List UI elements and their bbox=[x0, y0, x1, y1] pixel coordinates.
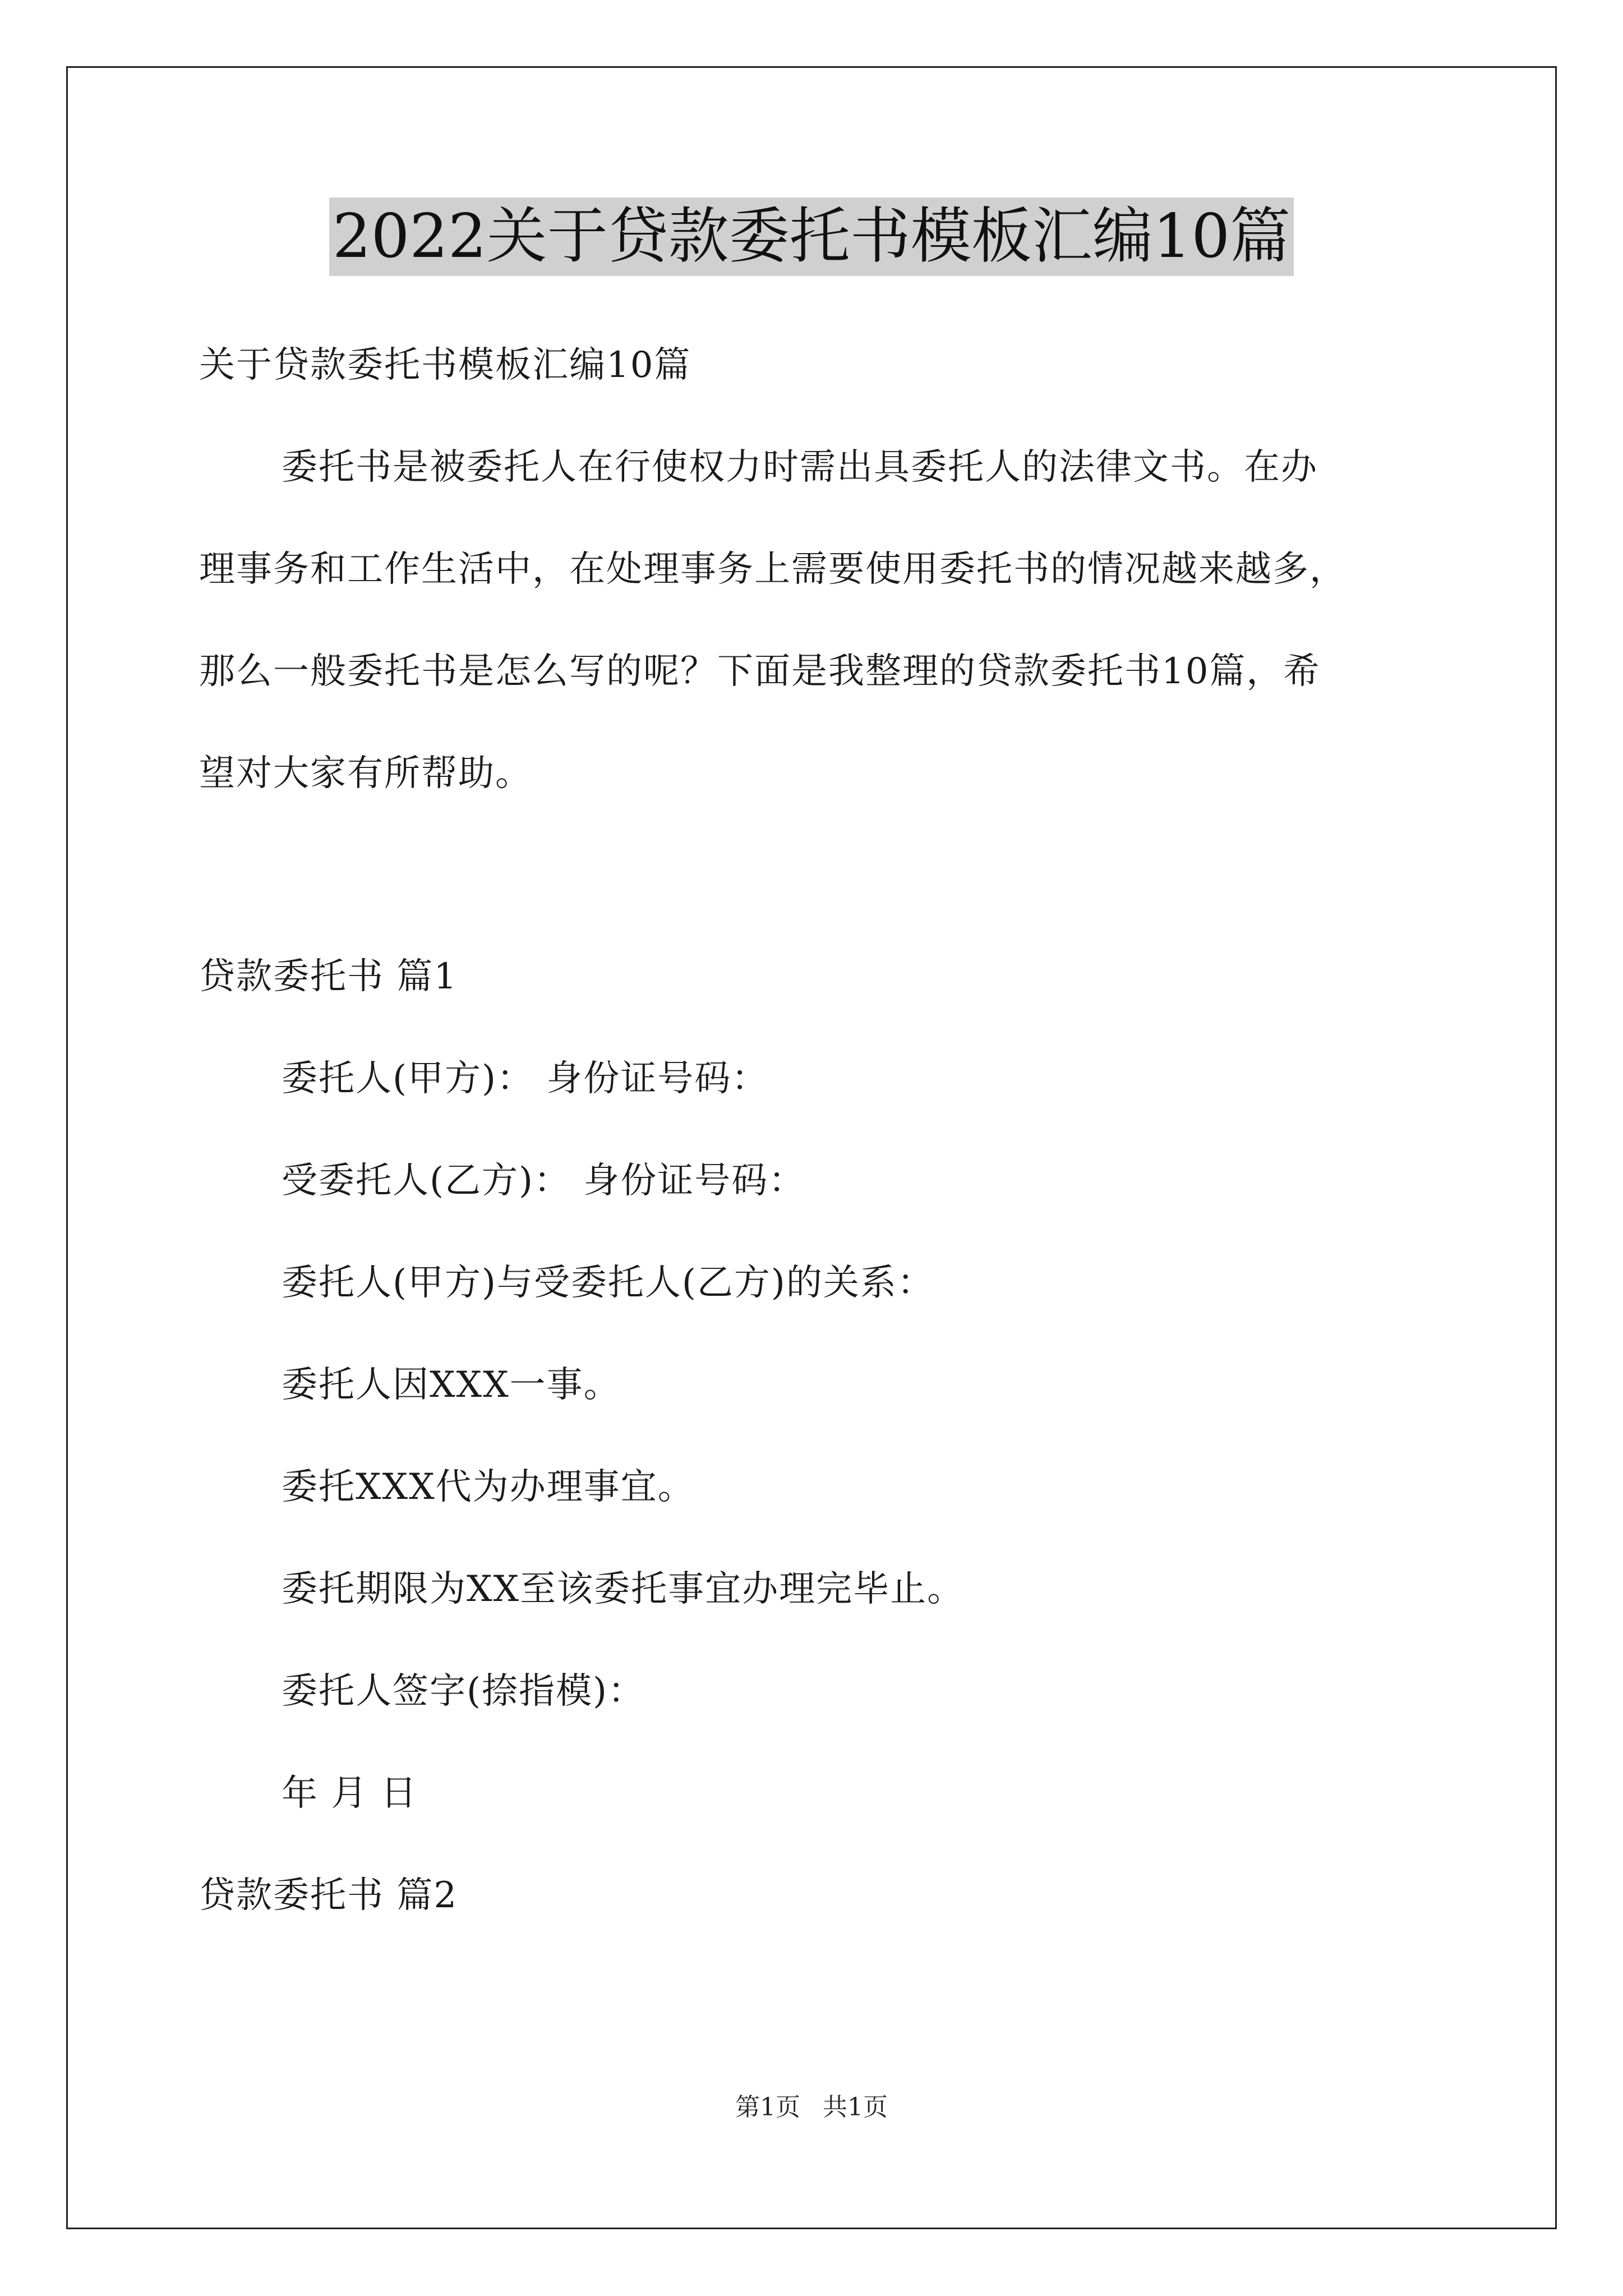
title-container bbox=[0, 197, 1623, 276]
form-line-signature: 委托人签字(捺指模)： bbox=[282, 1671, 645, 1712]
form-line-matter: 委托人因XXX一事。 bbox=[282, 1364, 621, 1406]
intro-line: 望对大家有所帮助。 bbox=[199, 753, 532, 794]
intro-line: 理事务和工作生活中，在处理事务上需要使用委托书的情况越来越多， bbox=[199, 549, 1347, 590]
document-title: 2022关于贷款委托书模板汇编10篇 bbox=[329, 197, 1294, 276]
form-line-agent: 受委托人(乙方)： 身份证号码： bbox=[282, 1160, 806, 1202]
intro-line: 委托书是被委托人在行使权力时需出具委托人的法律文书。在办 bbox=[282, 447, 1318, 488]
form-line-date: 年 月 日 bbox=[282, 1773, 418, 1814]
intro-line: 那么一般委托书是怎么写的呢？下面是我整理的贷款委托书10篇，希 bbox=[199, 651, 1321, 692]
form-line-relationship: 委托人(甲方)与受委托人(乙方)的关系： bbox=[282, 1262, 934, 1304]
form-line-principal: 委托人(甲方)： 身份证号码： bbox=[282, 1058, 769, 1099]
document-body bbox=[199, 314, 1455, 1947]
section-spacer bbox=[199, 825, 1455, 926]
form-line-period: 委托期限为XX至该委托事宜办理完毕止。 bbox=[282, 1568, 965, 1610]
document-subtitle: 关于贷款委托书模板汇编10篇 bbox=[199, 344, 691, 386]
page-footer bbox=[0, 2087, 1623, 2123]
page-number: 第1页 bbox=[735, 2093, 800, 2122]
section-heading: 贷款委托书 篇1 bbox=[199, 956, 458, 997]
page-total: 共1页 bbox=[823, 2093, 888, 2122]
form-line-delegate: 委托XXX代为办理事宜。 bbox=[282, 1466, 695, 1508]
section-heading: 贷款委托书 篇2 bbox=[199, 1875, 458, 1916]
